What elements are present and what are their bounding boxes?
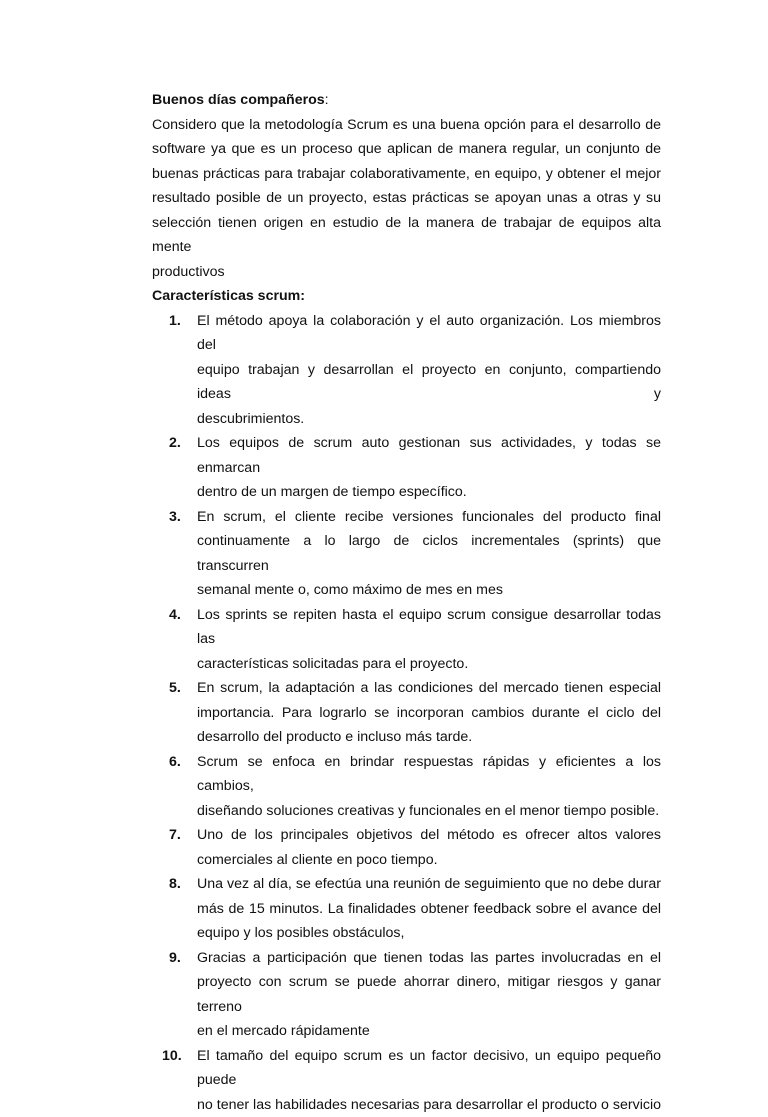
- list-item-line: Una vez al día, se efectúa una reunión de seguimiento que no debe durar: [197, 872, 661, 897]
- intro-line: software ya que es un proceso que aplican de manera regular, un conjunto de: [152, 137, 661, 162]
- list-item-line: Gracias a participación que tienen todas las partes involucradas en el: [197, 946, 661, 971]
- list-item-line: diseñando soluciones creativas y funcionales en el menor tiempo posible.: [197, 799, 661, 824]
- intro-paragraph: [152, 113, 661, 285]
- list-item-line: equipo y los posibles obstáculos,: [197, 921, 661, 946]
- list-item-line: El tamaño del equipo scrum es un factor decisivo, un equipo pequeño puede: [197, 1044, 661, 1093]
- list-item-line: proyecto con scrum se puede ahorrar dinero, mitigar riesgos y ganar terreno: [197, 970, 661, 1019]
- intro-line: selección tienen origen en estudio de la manera de trabajar de equipos alta mente: [152, 211, 661, 260]
- intro-line: Considero que la metodología Scrum es una buena opción para el desarrollo de: [152, 113, 661, 138]
- list-item: [152, 505, 661, 603]
- list-item-line: comerciales al cliente en poco tiempo.: [197, 848, 661, 873]
- list-item: [152, 946, 661, 1044]
- list-item: [152, 309, 661, 432]
- list-item: [152, 1044, 661, 1117]
- list-item-line: dentro de un margen de tiempo específico.: [197, 480, 661, 505]
- greeting-colon: :: [325, 92, 329, 108]
- list-item-number: 5.: [169, 676, 181, 701]
- list-item: [152, 823, 661, 872]
- intro-line: resultado posible de un proyecto, estas prácticas se apoyan unas a otras y su: [152, 186, 661, 211]
- list-item-line: equipo trabajan y desarrollan el proyecto en conjunto, compartiendo ideas y: [197, 358, 661, 407]
- list-item-number: 8.: [169, 872, 181, 897]
- list-item-line: desarrollo del producto e incluso más tarde.: [197, 725, 661, 750]
- intro-line: buenas prácticas para trabajar colaborativamente, en equipo, y obtener el mejor: [152, 162, 661, 187]
- list-item-line: más de 15 minutos. La finalidades obtener feedback sobre el avance del: [197, 897, 661, 922]
- list-item-line: En scrum, la adaptación a las condiciones del mercado tienen especial: [197, 676, 661, 701]
- list-item-line: continuamente a lo largo de ciclos incrementales (sprints) que transcurren: [197, 529, 661, 578]
- document-body: [152, 88, 661, 1117]
- list-item-number: 1.: [169, 309, 181, 334]
- list-item-number: 9.: [169, 946, 181, 971]
- list-item-line: Uno de los principales objetivos del método es ofrecer altos valores: [197, 823, 661, 848]
- list-item: [152, 676, 661, 750]
- list-item-number: 3.: [169, 505, 181, 530]
- greeting-text: Buenos días compañeros: [152, 92, 325, 108]
- list-item-line: semanal mente o, como máximo de mes en mes: [197, 578, 661, 603]
- list-item-line: en el mercado rápidamente: [197, 1019, 661, 1044]
- list-item-line: importancia. Para lograrlo se incorporan cambios durante el ciclo del: [197, 701, 661, 726]
- list-item-line: no tener las habilidades necesarias para desarrollar el producto o servicio: [197, 1093, 661, 1117]
- list-item-number: 2.: [169, 431, 181, 456]
- list-item: [152, 750, 661, 824]
- list-item-line: características solicitadas para el proyecto.: [197, 652, 661, 677]
- list-item-number: 4.: [169, 603, 181, 628]
- intro-line: productivos: [152, 260, 661, 285]
- list-item-line: descubrimientos.: [197, 407, 661, 432]
- list-item-number: 6.: [169, 750, 181, 775]
- list-item-line: Los equipos de scrum auto gestionan sus actividades, y todas se enmarcan: [197, 431, 661, 480]
- list-item: [152, 431, 661, 505]
- list-item: [152, 603, 661, 677]
- list-item-number: 10.: [162, 1044, 182, 1069]
- list-item-line: Scrum se enfoca en brindar respuestas rápidas y eficientes a los cambios,: [197, 750, 661, 799]
- list-item: [152, 872, 661, 946]
- section-heading: Características scrum:: [152, 284, 661, 309]
- list-item-line: Los sprints se repiten hasta el equipo scrum consigue desarrollar todas las: [197, 603, 661, 652]
- list-item-number: 7.: [169, 823, 181, 848]
- list-item-line: En scrum, el cliente recibe versiones funcionales del producto final: [197, 505, 661, 530]
- greeting-line: [152, 88, 661, 113]
- features-list: [152, 309, 661, 1117]
- list-item-line: El método apoya la colaboración y el auto organización. Los miembros del: [197, 309, 661, 358]
